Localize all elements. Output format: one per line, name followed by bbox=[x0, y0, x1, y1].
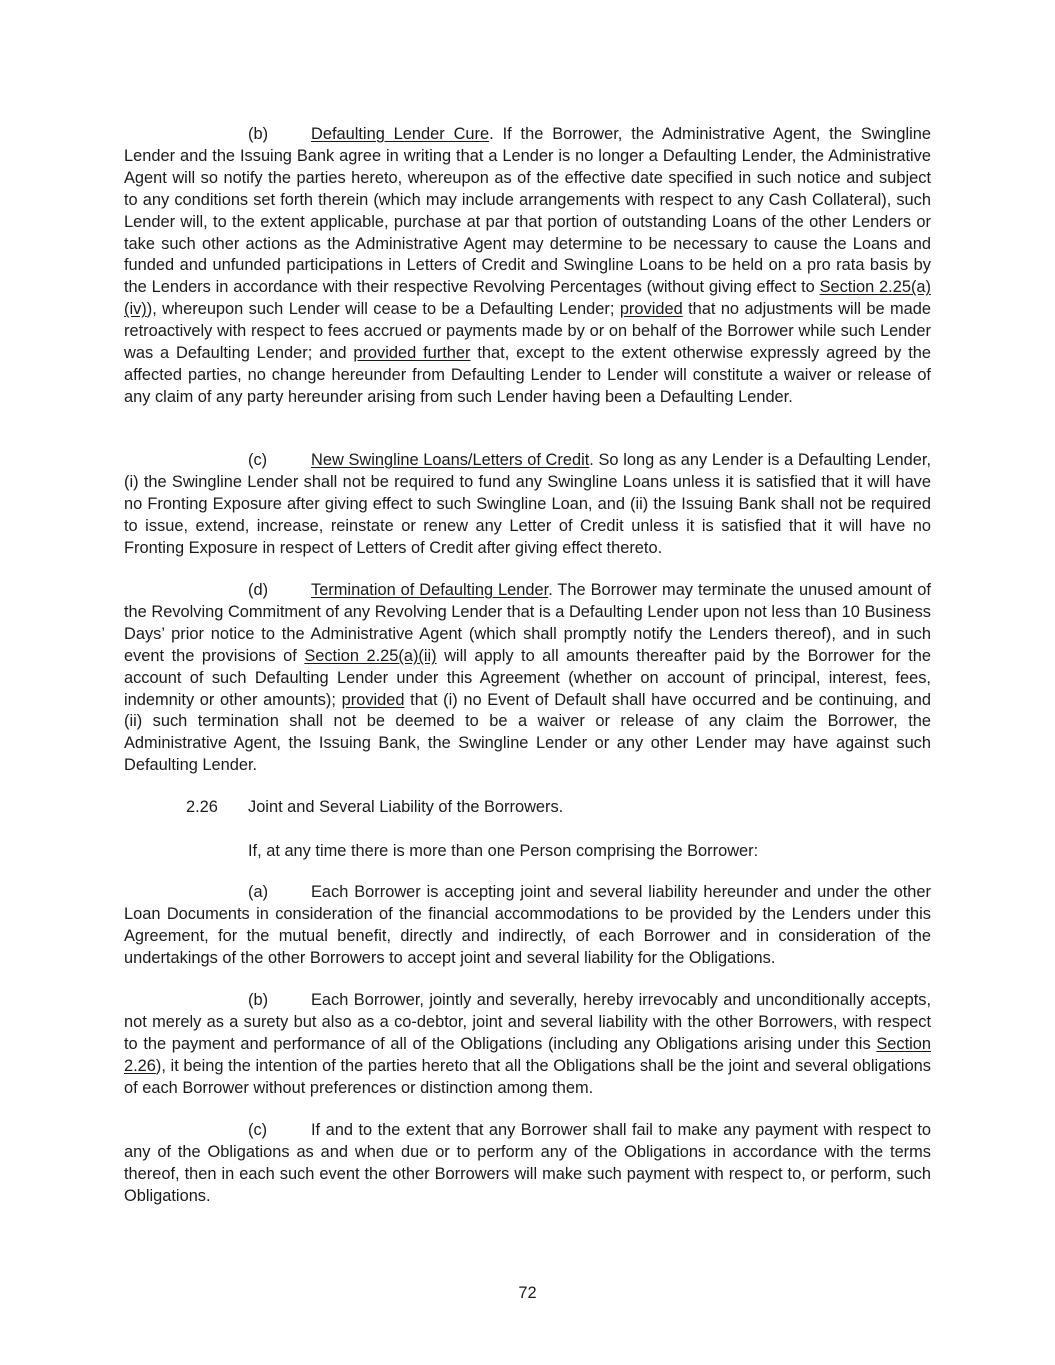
paragraph-new-swingline-loans: (c) New Swingline Loans/Letters of Credit. So long as any Lender is a Defaulting Lender, (i) the Swingline Lender shall not be required to fund any Swingline Loans unless it is satisfied that it will have no Fronting Exposure after giving effect to such Swingline Loan, and (ii) the Issuing Bank shall not be required to issue, extend, increase, reinstate or renew any Letter of Credit unless it is satisfied that it will have no Fronting Exposure in respect of Letters of Credit after giving effect thereto. bbox=[124, 451, 931, 557]
paragraph-termination-of-defaulting-lender: (d) Termination of Defaulting Lender. The Borrower may terminate the unused amount of the Revolving Commitment of any Revolving Lender that is a Defaulting Lender upon not less than 10 Business Days’ prior notice to the Administrative Agent (which shall promptly notify the Lenders thereof), and in such event the provisions of Section 2.25(a)(ii) will apply to all amounts thereafter paid by the Borrower for the account of such Defaulting Lender under this Agreement (whether on account of principal, interest, fees, indemnity or other amounts); provided that (i) no Event of Default shall have occurred and be continuing, and (ii) such termination shall not be deemed to be a waiver or release of any claim the Borrower, the Administrative Agent, the Issuing Bank, the Swingline Lender or any other Lender may have against such Defaulting Lender. bbox=[124, 581, 932, 775]
clause-label: (c) bbox=[248, 451, 268, 469]
paragraph-joint-liability-a: (a) Each Borrower is accepting joint and several liability hereunder and under the other Loan Documents in consideration of the financial accommodations to be provided by the Lenders under this Agreement, for the mutual benefit, directly and indirectly, of each Borrower and in consideration of the undertakings of the other Borrowers to accept joint and several liability for the Obligations. bbox=[124, 883, 931, 967]
clause-label: (d) bbox=[248, 581, 269, 599]
section-reference: Section 2.26 bbox=[124, 1034, 931, 1075]
section-reference: Section 2.25(a)(iv) bbox=[124, 278, 931, 319]
provided-further-term: provided further bbox=[353, 344, 471, 363]
paragraph-defaulting-lender-cure: (b) Defaulting Lender Cure. If the Borrower, the Administrative Agent, the Swingline Lender and the Issuing Bank agree in writing that a Lender is no longer a Defaulting Lender, the Administrative Agent will so notify the parties hereto, whereupon as of the effective date specified in such notice and subject to any conditions set forth therein (which may include arrangements with respect to any Cash Collateral), such Lender will, to the extent applicable, purchase at par that portion of outstanding Loans of the other Lenders or take such other actions as the Administrative Agent may determine to be necessary to cause the Loans and funded and unfunded participations in Letters of Credit and Swingline Loans to be held on a pro rata basis by the Lenders in accordance with their respective Revolving Percentages (without giving effect to Section 2.25(a)(iv)), whereupon such Lender will cease to be a Defaulting Lender; provided that no adjustments will be made retroactively with respect to fees accrued or payments made by or on behalf of the Borrower while such Lender was a Defaulting Lender; and provided further that, except to the extent otherwise expressly agreed by the affected parties, no change hereunder from Defaulting Lender to Lender will constitute a waiver or release of any claim of any party hereunder arising from such Lender having been a Defaulting Lender. bbox=[124, 125, 931, 406]
clause-label: (a) bbox=[248, 883, 269, 901]
section-reference: Section 2.25(a)(ii) bbox=[304, 646, 437, 665]
provided-term: provided bbox=[619, 300, 683, 319]
paragraph-joint-liability-c: (c) If and to the extent that any Borrower shall fail to make any payment with respect to any of the Obligations as and when due or to perform any of the Obligations in accordance with the terms thereof, then in each such event the other Borrowers will make such payment with respect to, or perform, such Obligations. bbox=[124, 1121, 931, 1205]
clause-label: (b) bbox=[248, 125, 269, 143]
clause-label: (c) bbox=[248, 1121, 268, 1139]
clause-title: Defaulting Lender Cure bbox=[311, 125, 490, 143]
section-number: 2.26 bbox=[186, 798, 218, 816]
clause-title: Termination of Defaulting Lender bbox=[311, 581, 549, 599]
section-intro: If, at any time there is more than one Person comprising the Borrower: bbox=[248, 842, 759, 860]
clause-label: (b) bbox=[248, 991, 269, 1009]
page-number: 72 bbox=[518, 1284, 537, 1302]
clause-title: New Swingline Loans/Letters of Credit bbox=[311, 451, 590, 469]
section-title: Joint and Several Liability of the Borrowers. bbox=[248, 798, 564, 816]
provided-term: provided bbox=[341, 690, 405, 709]
paragraph-joint-liability-b: (b) Each Borrower, jointly and severally, hereby irrevocably and unconditionally accepts, not merely as a surety but also as a co-debtor, joint and several liability with the other Borrowers, with respect to the payment and performance of all of the Obligations (including any Obligations arising under this Section 2.26), it being the intention of the parties hereto that all the Obligations shall be the joint and several obligations of each Borrower without preferences or distinction among them. bbox=[124, 991, 931, 1097]
section-heading-2-26 bbox=[186, 796, 563, 818]
